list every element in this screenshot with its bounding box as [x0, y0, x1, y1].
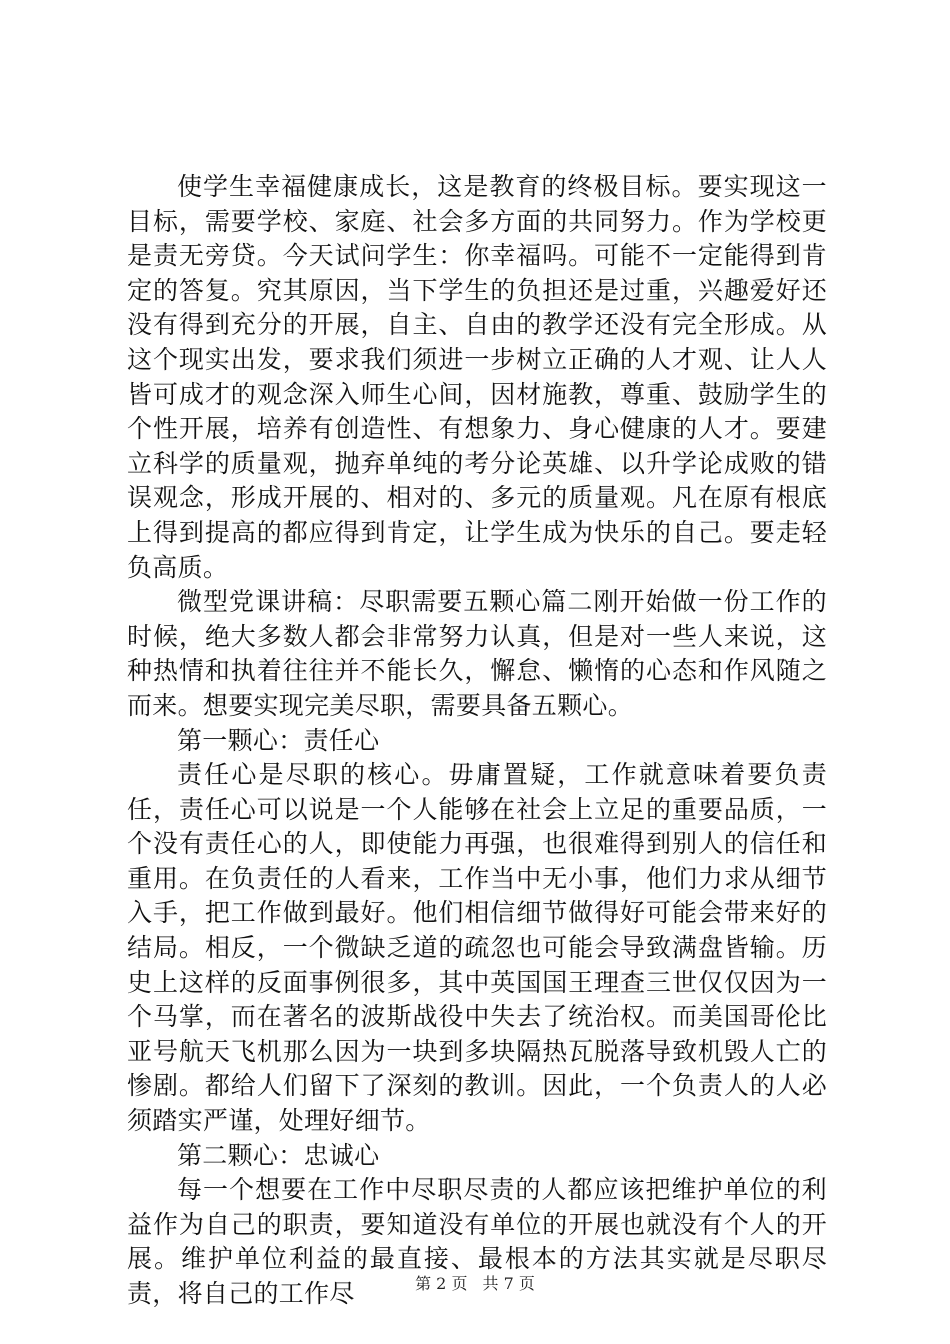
heading-loyalty: 第二颗心：忠诚心 [177, 1140, 380, 1170]
paragraph-responsibility: 责任心是尽职的核心。毋庸置疑，工作就意味着要负责任，责任心可以说是一个人能够在社会上立足的重要品质，一个没有责任心的人，即使能力再强，也很难得到别人的信任和重用。在负责任的人看来，工作当中无小事，他们力求从细节入手，把工作做到最好。他们相信细节做得好可能会带来好的结局。相反，一个微缺乏道的疏忽也可能会导致满盘皆输。历史上这样的反面事例很多，其中英国国王理查三世仅仅因为一个马掌，而在著名的波斯战役中失去了统治权。而美国哥伦比亚号航天飞机那么因为一块到多块隔热瓦脱落导致机毁人亡的惨剧。都给人们留下了深刻的教训。因此，一个负责人的人必须踏实严谨，处理好细节。 [127, 760, 827, 1136]
paragraph-loyalty: 每一个想要在工作中尽职尽责的人都应该把维护单位的利益作为自己的职责，要知道没有单位的开展也就没有个人的开展。维护单位利益的最直接、最根本的方法其实就是尽职尽责，将自己的工作尽 [127, 1175, 827, 1308]
heading-responsibility: 第一颗心：责任心 [177, 725, 380, 755]
paragraph-education-goal: 使学生幸福健康成长，这是教育的终极目标。要实现这一目标，需要学校、家庭、社会多方面的共同努力。作为学校更是责无旁贷。今天试问学生：你幸福吗。可能不一定能得到肯定的答复。究其原因，当下学生的负担还是过重，兴趣爱好还没有得到充分的开展，自主、自由的教学还没有完全形成。从这个现实出发，要求我们须进一步树立正确的人才观、让人人皆可成才的观念深入师生心间，因材施教，尊重、鼓励学生的个性开展，培养有创造性、有想象力、身心健康的人才。要建立科学的质量观，抛弃单纯的考分论英雄、以升学论成败的错误观念，形成开展的、相对的、多元的质量观。凡在原有根底上得到提高的都应得到肯定，让学生成为快乐的自己。要走轻负高质。 [127, 172, 827, 582]
page-number: 第 2 页 [415, 1274, 468, 1293]
document-body [127, 170, 827, 1312]
paragraph-party-lecture-intro: 微型党课讲稿：尽职需要五颗心篇二刚开始做一份工作的时候，绝大多数人都会非常努力认真，但是对一些人来说，这种热情和执着往往并不能长久，懈怠、懒惰的心态和作风随之而来。想要实现完美尽职，需要具备五颗心。 [127, 587, 827, 720]
page-footer [0, 1271, 950, 1294]
page-total: 共 7 页 [482, 1274, 535, 1293]
